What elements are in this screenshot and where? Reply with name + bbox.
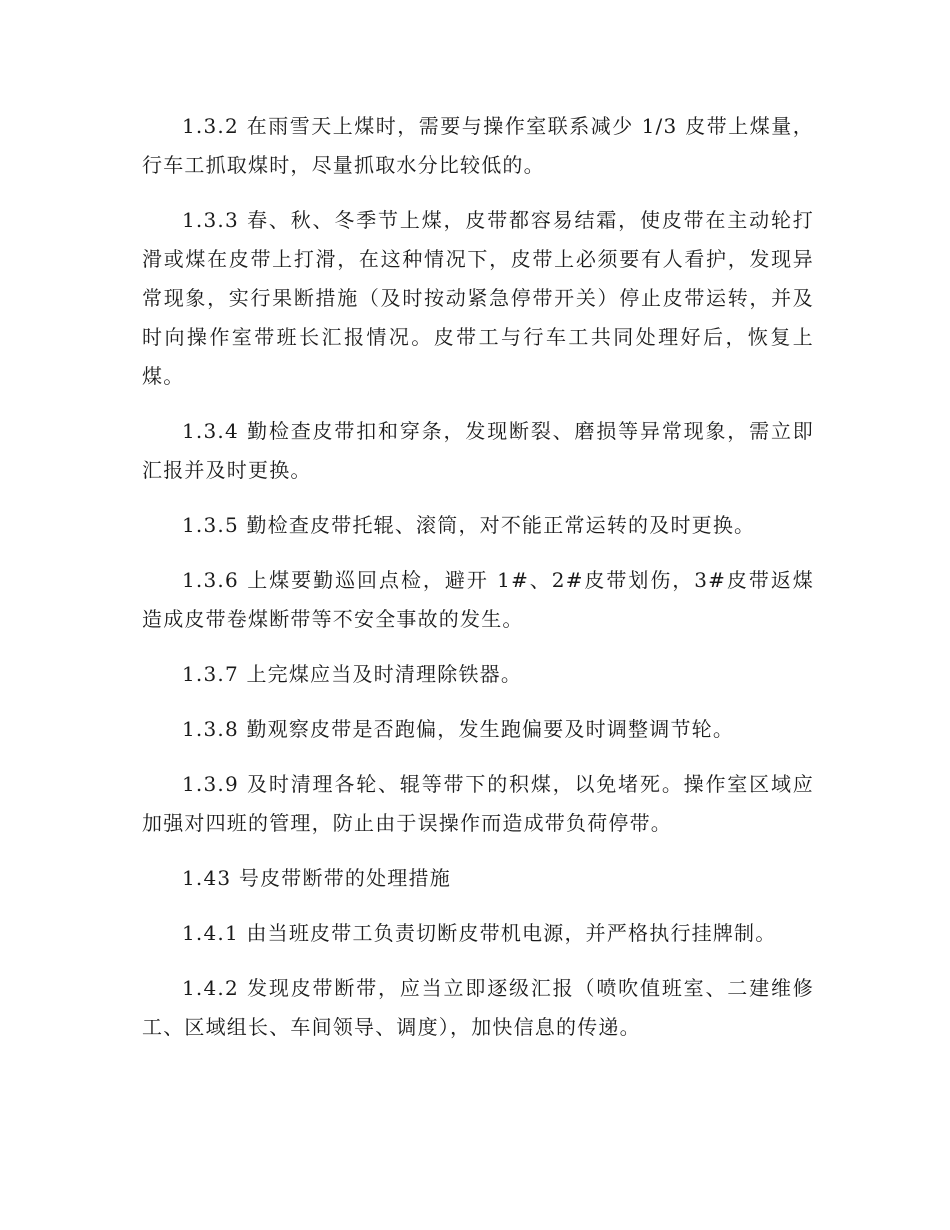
paragraph-1-3-6: 1.3.6 上煤要勤巡回点检，避开 1#、2#皮带划伤，3#皮带返煤造成皮带卷煤断带等不安全事故的发生。 bbox=[142, 568, 814, 631]
paragraph-1-3-8: 1.3.8 勤观察皮带是否跑偏，发生跑偏要及时调整调节轮。 bbox=[182, 717, 735, 741]
paragraph-1-3-9: 1.3.9 及时清理各轮、辊等带下的积煤，以免堵死。操作室区域应加强对四班的管理，防止由于误操作而造成带负荷停带。 bbox=[142, 772, 814, 835]
paragraph-1-3-2: 1.3.2 在雨雪天上煤时，需要与操作室联系减少 1/3 皮带上煤量，行车工抓取煤时，尽量抓取水分比较低的。 bbox=[142, 114, 814, 177]
paragraph-1-3-5: 1.3.5 勤检查皮带托辊、滚筒，对不能正常运转的及时更换。 bbox=[182, 513, 756, 537]
paragraph-1-4-2: 1.4.2 发现皮带断带，应当立即逐级汇报（喷吹值班室、二建维修工、区域组长、车间领导、调度），加快信息的传递。 bbox=[142, 976, 814, 1039]
paragraph-1-4-1: 1.4.1 由当班皮带工负责切断皮带机电源，并严格执行挂牌制。 bbox=[182, 921, 777, 945]
paragraph-1-3-3: 1.3.3 春、秋、冬季节上煤，皮带都容易结霜，使皮带在主动轮打滑或煤在皮带上打滑，在这种情况下，皮带上必须要有人看护，发现异常现象，实行果断措施（及时按动紧急停带开关）停止皮带运转，并及时向操作室带班长汇报情况。皮带工与行车工共同处理好后，恢复上煤。 bbox=[142, 208, 814, 388]
paragraph-1-3-4: 1.3.4 勤检查皮带扣和穿条，发现断裂、磨损等异常现象，需立即汇报并及时更换。 bbox=[142, 419, 814, 482]
section-heading-1-4: 1.43 号皮带断带的处理措施 bbox=[182, 866, 451, 890]
paragraph-1-3-7: 1.3.7 上完煤应当及时清理除铁器。 bbox=[182, 662, 523, 686]
document-body bbox=[142, 107, 814, 1063]
